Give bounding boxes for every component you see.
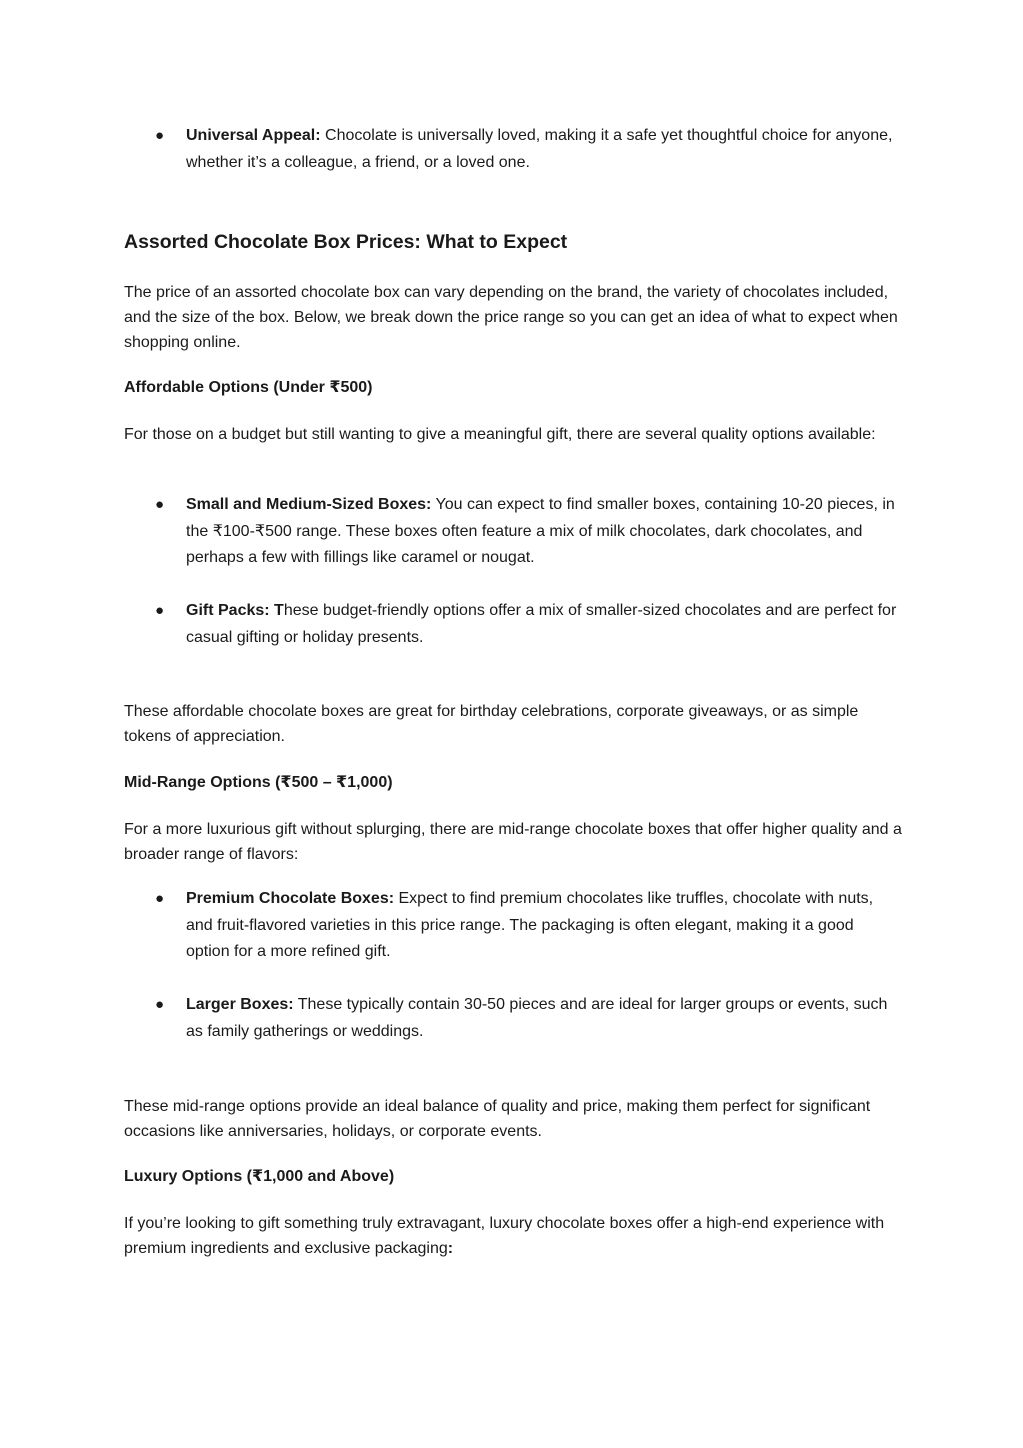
bullet-marker: ● [155, 496, 165, 513]
luxury-intro [124, 1211, 904, 1261]
bullet-universal-appeal [186, 123, 901, 176]
bullet-text: hese budget-friendly options offer a mix of smaller-sized chocolates and are perfect for casual gifting or holiday presents. [186, 602, 897, 646]
bullet-label: Small and Medium-Sized Boxes: [186, 496, 432, 513]
bullet-text: Chocolate is universally loved, making it a safe yet thoughtful choice for anyone, whether it’s a colleague, a friend, or a loved one. [186, 127, 893, 171]
bullet-gift-packs [186, 598, 901, 651]
luxury-intro-text: If you’re looking to gift something truly extravagant, luxury chocolate boxes offer a high-end experience with premium ingredients and exclusive packaging [124, 1215, 885, 1257]
bullet-label: Premium Chocolate Boxes: [186, 890, 395, 907]
midrange-intro: For a more luxurious gift without splurging, there are mid-range chocolate boxes that offer higher quality and a broader range of flavors: [124, 821, 902, 863]
bullet-text: These typically contain 30-50 pieces and are ideal for larger groups or events, such as family gatherings or weddings. [186, 996, 888, 1040]
bullet-small-medium-boxes [186, 492, 901, 572]
intro-paragraph: The price of an assorted chocolate box can vary depending on the brand, the variety of chocolates included, and the size of the box. Below, we break down the price range so you can get an idea of what to expect when shopping online. [124, 284, 898, 351]
affordable-intro: For those on a budget but still wanting to give a meaningful gift, there are several quality options available: [124, 426, 876, 443]
bullet-marker: ● [155, 602, 165, 619]
bullet-label: Universal Appeal: [186, 127, 321, 144]
affordable-outro: These affordable chocolate boxes are great for birthday celebrations, corporate giveaways, or as simple tokens of appreciation. [124, 703, 859, 745]
bullet-marker: ● [155, 996, 165, 1013]
section-heading: Assorted Chocolate Box Prices: What to Expect [124, 231, 568, 253]
bullet-marker: ● [155, 127, 165, 144]
bullet-larger-boxes [186, 992, 901, 1045]
bullet-text: Expect to find premium chocolates like truffles, chocolate with nuts, and fruit-flavored varieties in this price range. The packaging is often elegant, making it a good option for a more refined gift. [186, 890, 874, 960]
bullet-label: Larger Boxes: [186, 996, 294, 1013]
bullet-label: Gift Packs: T [186, 602, 284, 619]
bullet-text: You can expect to find smaller boxes, containing 10-20 pieces, in the ₹100-₹500 range. These boxes often feature a mix of milk chocolates, dark chocolates, and perhaps a few with fillings like caramel or nougat. [186, 496, 895, 566]
midrange-outro: These mid-range options provide an ideal balance of quality and price, making them perfect for significant occasions like anniversaries, holidays, or corporate events. [124, 1098, 871, 1140]
midrange-subheading: Mid-Range Options (₹500 – ₹1,000) [124, 774, 393, 791]
bullet-premium-boxes [186, 886, 901, 966]
luxury-subheading: Luxury Options (₹1,000 and Above) [124, 1168, 395, 1185]
luxury-intro-colon: : [447, 1240, 454, 1257]
bullet-marker: ● [155, 890, 165, 907]
affordable-subheading: Affordable Options (Under ₹500) [124, 379, 373, 396]
